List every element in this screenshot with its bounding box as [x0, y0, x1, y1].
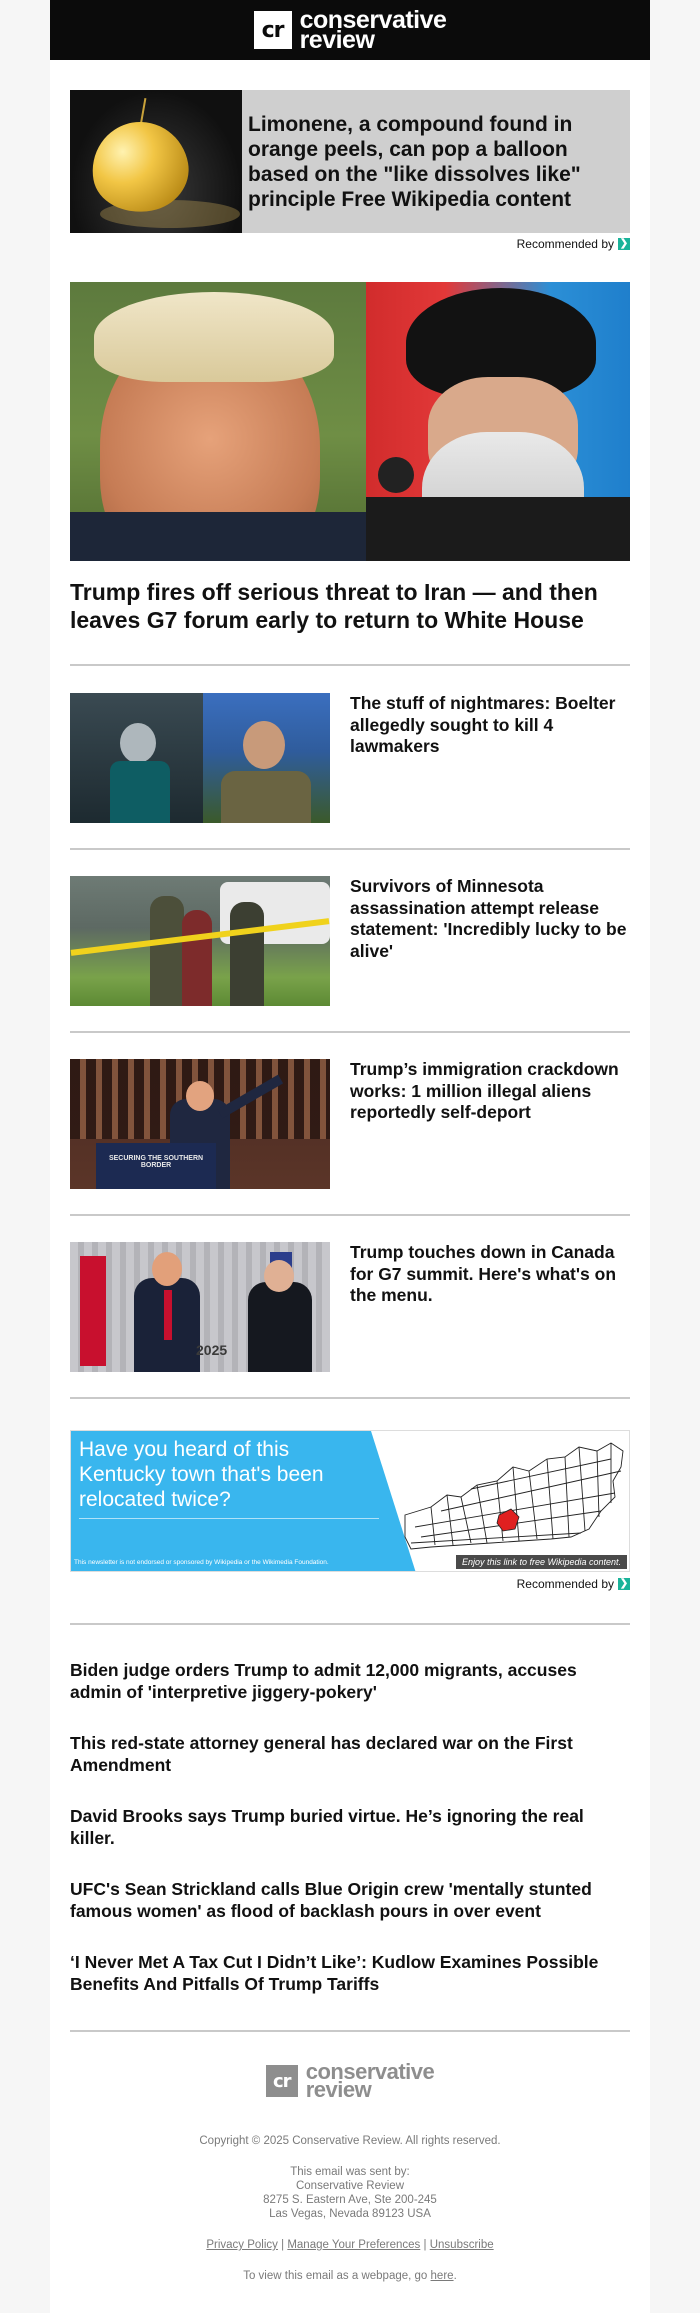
logo-mark: cr [266, 2065, 298, 2097]
headline-link[interactable]: This red-state attorney general has declared war on the First Amendment [70, 1733, 573, 1775]
sent-by-label: This email was sent by: [290, 2166, 410, 2178]
footer-logo[interactable] [50, 2059, 650, 2102]
photo-panel-left [70, 693, 203, 823]
person-shape [248, 1282, 312, 1372]
microphone-icon [378, 457, 414, 493]
webview-link[interactable]: here [430, 2270, 454, 2282]
ad-headline[interactable]: Have you heard of this Kentucky town that's been relocated twice? [79, 1438, 324, 1511]
link-separator: | [423, 2239, 427, 2251]
logo-line-2: review [305, 2077, 372, 2102]
hero-photo-left [70, 282, 366, 561]
balloon-image [70, 90, 242, 233]
logo-line-1: conservative [299, 6, 447, 34]
flag-shape [80, 1256, 106, 1366]
divider [70, 2030, 630, 2032]
privacy-policy-link[interactable]: Privacy Policy [206, 2239, 278, 2251]
sender-org: Conservative Review [295, 2180, 404, 2192]
podium-sign-text: SECURING THE SOUTHERN BORDER [108, 1155, 204, 1169]
recommended-label: Recommended by [516, 1577, 614, 1591]
ad-fine-print: This newsletter is not endorsed or sponsored by Wikipedia or the Wikimedia Foundation. [74, 1559, 329, 1566]
story-headline[interactable]: The stuff of nightmares: Boelter allegedly sought to kill 4 lawmakers [350, 693, 616, 756]
head-shape [152, 1252, 182, 1286]
divider [70, 1031, 630, 1033]
story-row[interactable] [70, 1242, 630, 1372]
header [50, 0, 650, 60]
logo-mark: cr [254, 11, 292, 49]
webview-prefix: To view this email as a webpage, go [243, 2270, 428, 2282]
headline-link[interactable]: Biden judge orders Trump to admit 12,000 migrants, accuses admin of 'interpretive jiggery-pokery' [70, 1660, 577, 1702]
story-row[interactable] [70, 1059, 630, 1189]
logo-wordmark [305, 2059, 435, 2102]
recommender-logo-icon: ❯ [619, 238, 629, 249]
logo-wordmark [299, 6, 447, 54]
webview-line [50, 2269, 650, 2283]
site-logo[interactable] [254, 6, 447, 54]
person-shape [230, 902, 264, 1006]
hero-image[interactable] [70, 282, 630, 561]
logo-line-2: review [299, 26, 375, 54]
story-row[interactable] [70, 693, 630, 823]
story-image[interactable] [70, 876, 330, 1006]
link-separator: | [281, 2239, 285, 2251]
email-container [50, 0, 650, 2313]
story-image[interactable] [70, 1242, 330, 1372]
sponsored-ad-kentucky[interactable] [70, 1430, 630, 1572]
webview-suffix: . [453, 2270, 457, 2282]
hero-photo-right [366, 282, 630, 561]
divider [70, 1214, 630, 1216]
kentucky-map-icon [401, 1437, 629, 1567]
divider [70, 664, 630, 666]
logo-line-1: conservative [305, 2059, 435, 2084]
sponsored-ad-balloon[interactable] [70, 90, 630, 233]
divider [70, 1623, 630, 1625]
manage-preferences-link[interactable]: Manage Your Preferences [287, 2239, 421, 2251]
head-shape [264, 1260, 294, 1292]
person-shape [150, 896, 184, 1006]
story-image[interactable] [70, 1059, 330, 1189]
story-image[interactable] [70, 693, 330, 823]
story-row[interactable] [70, 876, 630, 1006]
hero-headline[interactable]: Trump fires off serious threat to Iran — and then leaves G7 forum early to return to White House [70, 579, 598, 633]
ad-rule [79, 1518, 379, 1519]
sender-address-line-1: 8275 S. Eastern Ave, Ste 200-245 [263, 2194, 437, 2206]
recommended-label: Recommended by [516, 237, 614, 251]
divider [70, 848, 630, 850]
recommended-by[interactable] [517, 237, 630, 251]
sender-address-line-2: Las Vegas, Nevada 89123 USA [269, 2208, 431, 2220]
headline-link[interactable]: David Brooks says Trump buried virtue. He’s ignoring the real killer. [70, 1806, 584, 1848]
copyright-text: Copyright © 2025 Conservative Review. All rights reserved. [199, 2135, 501, 2147]
recommended-by[interactable] [517, 1577, 630, 1591]
recommender-logo-icon: ❯ [619, 1578, 629, 1589]
story-headline[interactable]: Trump’s immigration crackdown works: 1 million illegal aliens reportedly self-deport [350, 1059, 619, 1122]
divider [70, 1397, 630, 1399]
story-headline[interactable]: Survivors of Minnesota assassination attempt release statement: 'Incredibly lucky to be alive' [350, 876, 627, 961]
hair-shape [94, 292, 334, 382]
backdrop-year-text: 2025 [196, 1342, 228, 1358]
unsubscribe-link[interactable]: Unsubscribe [429, 2239, 494, 2251]
story-headline[interactable]: Trump touches down in Canada for G7 summit. Here's what's on the menu. [350, 1242, 617, 1305]
headline-link[interactable]: UFC's Sean Strickland calls Blue Origin crew 'mentally stunted famous women' as flood of backlash pours in over event [70, 1879, 592, 1921]
robe-shape [366, 497, 630, 561]
ad-headline[interactable]: Limonene, a compound found in orange peels, can pop a balloon based on the "like dissolves like" principle Free Wikipedia content [248, 113, 581, 211]
headline-link[interactable]: ‘I Never Met A Tax Cut I Didn’t Like’: Kudlow Examines Possible Benefits And Pitfalls Of Trump Tariffs [70, 1952, 599, 1994]
person-shape [182, 910, 212, 1006]
head-shape [186, 1081, 214, 1111]
ad-caption: Enjoy this link to free Wikipedia content. [456, 1555, 627, 1569]
suit-shape [70, 512, 366, 561]
photo-panel-right [203, 693, 330, 823]
tie-shape [164, 1290, 172, 1340]
footer-links [50, 2238, 650, 2252]
